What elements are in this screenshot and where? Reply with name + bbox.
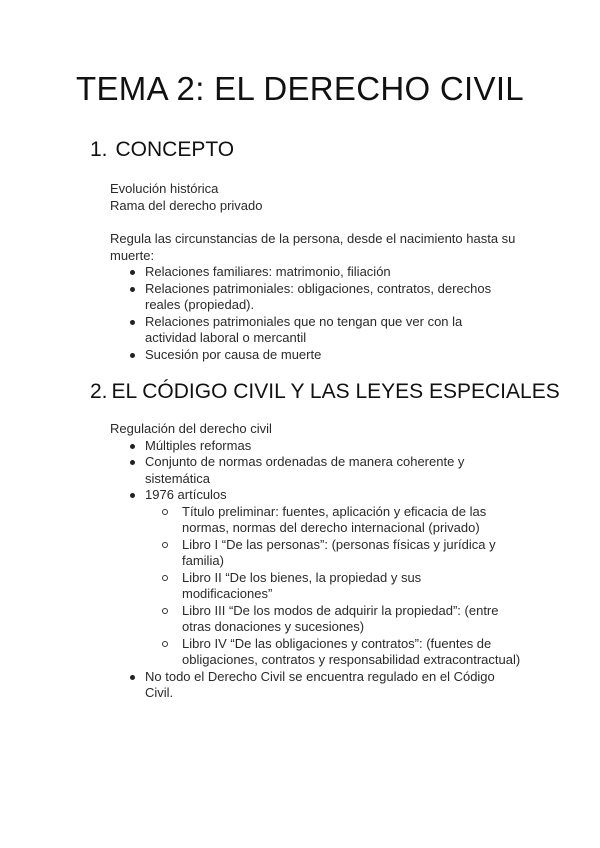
section-1-intro: Regula las circunstancias de la persona, desde el nacimiento hasta su muerte: <box>110 231 516 263</box>
section-1-bullet-list <box>110 264 530 363</box>
sub-list-item: Libro I “De las personas”: (personas físicas y jurídica y familia) <box>145 537 522 570</box>
list-item: No todo el Derecho Civil se encuentra regulado en el Código Civil. <box>110 669 520 702</box>
page-title: TEMA 2: EL DERECHO CIVIL <box>76 70 524 107</box>
section-1-line: Rama del derecho privado <box>110 197 263 213</box>
section-2-sub-list <box>110 504 520 669</box>
list-item: Conjunto de normas ordenadas de manera coherente y sistemática <box>110 454 505 487</box>
section-1-title: CONCEPTO <box>115 138 235 161</box>
section-2-number: 2. <box>90 380 108 403</box>
sub-list-item: Título preliminar: fuentes, aplicación y eficacia de las normas, normas del derecho internacional (privado) <box>145 504 522 537</box>
section-2-bullet-list <box>110 438 530 702</box>
section-2-intro: Regulación del derecho civil <box>110 421 272 436</box>
section-2-body <box>110 421 530 702</box>
sub-list-item: Libro II “De los bienes, la propiedad y sus modificaciones” <box>145 570 482 603</box>
list-item: Relaciones familiares: matrimonio, filiación <box>110 264 520 281</box>
section-1-number: 1. <box>90 138 108 161</box>
section-2-title: EL CÓDIGO CIVIL Y LAS LEYES ESPECIALES <box>111 380 560 403</box>
section-1-body <box>110 181 530 363</box>
sub-list-item: Libro IV “De las obligaciones y contratos”: (fuentes de obligaciones, contratos y responsabilidad extracontractual) <box>145 636 522 669</box>
list-item: Relaciones patrimoniales que no tengan que ver con la actividad laboral o mercantil <box>110 314 505 347</box>
list-item: Múltiples reformas <box>110 438 505 455</box>
list-item-label: 1976 artículos <box>145 487 227 502</box>
list-item: Relaciones patrimoniales: obligaciones, contratos, derechos reales (propiedad). <box>110 281 520 314</box>
section-1-line: Evolución histórica <box>110 181 219 196</box>
section-1-heading <box>90 138 234 162</box>
section-2-heading <box>90 380 560 404</box>
sub-list-item: Libro III “De los modos de adquirir la propiedad”: (entre otras donaciones y sucesiones) <box>145 603 522 636</box>
list-item: Sucesión por causa de muerte <box>110 347 520 364</box>
list-item <box>110 487 520 669</box>
